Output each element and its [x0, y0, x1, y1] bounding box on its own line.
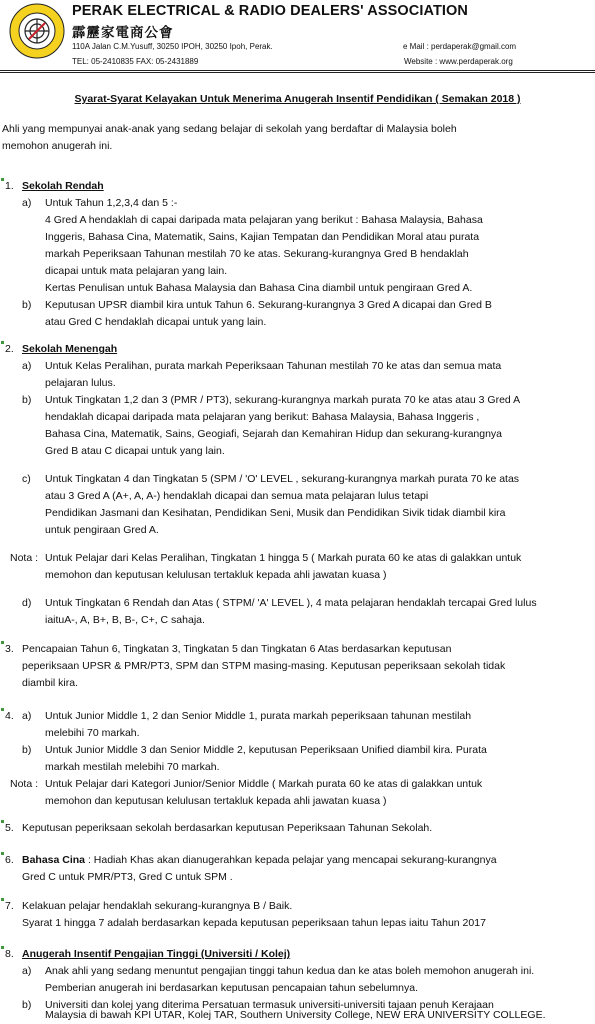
org-name-en: PERAK ELECTRICAL & RADIO DEALERS' ASSOCIATION — [72, 3, 468, 19]
s3-line: Pencapaian Tahun 6, Tingkatan 3, Tingkatan 5 dan Tingkatan 6 Atas berdasarkan keputusan — [22, 643, 452, 655]
s4-b-label: b) — [22, 744, 32, 756]
section-3-number: 3. — [5, 643, 14, 655]
s2-b-line: hendaklah dicapai daripada mata pelajaran yang berikut: Bahasa Malaysia, Bahasa Inggeris , — [45, 411, 480, 423]
s4-b-line: markah mestilah melebihi 70 markah. — [45, 761, 220, 773]
s1-a-line: 4 Gred A hendaklah di capai daripada mata pelajaran yang berikut : Bahasa Malaysia, Bahasa — [45, 214, 483, 226]
s6-line-1 — [22, 852, 497, 869]
s2-d-line: iaituA-, A, B+, B, B-, C+, C sahaja. — [45, 614, 205, 626]
s8-a-line: Pemberian anugerah ini berdasarkan keputusan pencapaian tahun sebelumnya. — [45, 982, 419, 994]
s6-line-2: Gred C untuk PMR/PT3, Gred C untuk SPM . — [22, 871, 233, 883]
s1-b-line: atau Gred C hendaklah dicapai untuk yang lain. — [45, 316, 267, 328]
org-address: 110A Jalan C.M.Yusuff, 30250 IPOH, 30250 Ipoh, Perak. — [72, 42, 273, 51]
section-6-number: 6. — [5, 854, 14, 866]
section-8-number: 8. — [5, 948, 14, 960]
header-divider-bottom — [0, 72, 595, 73]
s2-b-line: Bahasa Cina, Matematik, Sains, Geogiafi, Sejarah dan Kemahiran Hidup dan sekurang-kurangnya — [45, 428, 503, 440]
s2-note-line: Untuk Pelajar dari Kelas Peralihan, Tingkatan 1 hingga 5 ( Markah purata 60 ke atas di galakkan untuk — [45, 552, 522, 564]
org-name-zh: 霹靂家電商公會 — [72, 25, 174, 40]
s8-b-line: Universiti dan kolej yang diterima Persatuan termasuk universiti-universiti tajaan penuh Kerajaan — [45, 999, 494, 1011]
section-marker — [1, 898, 4, 901]
section-2-heading: Sekolah Menengah — [22, 343, 118, 355]
s2-a-line: Untuk Kelas Peralihan, purata markah Peperiksaan Tahunan mestilah 70 ke atas dan semua mata — [45, 360, 502, 372]
intro-line-2: memohon anugerah ini. — [2, 140, 113, 152]
s1-a-label: a) — [22, 197, 32, 209]
s4-note-label: Nota : — [10, 778, 39, 790]
s2-b-line: Gred B atau C dicapai untuk yang lain. — [45, 445, 225, 457]
section-1-heading: Sekolah Rendah — [22, 180, 104, 192]
s6-bold-label: Bahasa Cina — [22, 854, 86, 866]
s1-a-line: markah Peperiksaan Tahunan mestilah 70 ke atas. Sekurang-kurangnya Gred B hendaklah — [45, 248, 469, 260]
s2-c-line: untuk pengiraan Gred A. — [45, 524, 159, 536]
section-marker — [1, 946, 4, 949]
s8-b-label: b) — [22, 999, 32, 1011]
s4-note-line: Untuk Pelajar dari Kategori Junior/Senior Middle ( Markah purata 60 ke atas di galakkan untuk — [45, 778, 483, 790]
s3-line: peperiksaan UPSR & PMR/PT3, SPM dan STPM masing-masing. Keputusan peperiksaan sekolah tidak — [22, 660, 506, 672]
s4-b-line: Untuk Junior Middle 3 dan Senior Middle 2, keputusan Peperiksaan Unified diambil kira. Purata — [45, 744, 487, 756]
section-4-number: 4. — [5, 710, 14, 722]
s8-b-line: Malaysia di bawah KPI UTAR, Kolej TAR, Southern University College, NEW ERA UNIVERSITY COLLEGE. — [45, 1009, 546, 1021]
s1-b-label: b) — [22, 299, 32, 311]
section-marker — [1, 641, 4, 644]
s4-a-label: a) — [22, 710, 32, 722]
s2-c-label: c) — [22, 473, 31, 485]
association-logo — [9, 3, 65, 59]
s1-b-line: Keputusan UPSR diambil kira untuk Tahun 6. Sekurang-kurangnya 3 Gred A dicapai dan Gred B — [45, 299, 492, 311]
s1-a-line: dicapai untuk mata pelajaran yang lain. — [45, 265, 228, 277]
s4-a-line: Untuk Junior Middle 1, 2 dan Senior Middle 1, purata markah peperiksaan tahunan mestilah — [45, 710, 472, 722]
s2-d-line: Untuk Tingkatan 6 Rendah dan Atas ( STPM/ 'A' LEVEL ), 4 mata pelajaran hendaklah tercapai Gred lulus — [45, 597, 537, 609]
s4-a-line: melebihi 70 markah. — [45, 727, 140, 739]
section-1-number: 1. — [5, 180, 14, 192]
s1-a-line: Kertas Penulisan untuk Bahasa Malaysia dan Bahasa Cina diambil untuk pengiraan Gred A. — [45, 282, 473, 294]
s2-note-label: Nota : — [10, 552, 39, 564]
s2-b-label: b) — [22, 394, 32, 406]
section-marker — [1, 178, 4, 181]
s1-a-line: Untuk Tahun 1,2,3,4 dan 5 :- — [45, 197, 178, 209]
s2-a-label: a) — [22, 360, 32, 372]
section-marker — [1, 820, 4, 823]
section-2-number: 2. — [5, 343, 14, 355]
s8-a-line: Anak ahli yang sedang menuntut pengajian tinggi tahun kedua dan ke atas boleh memohon anugerah ini. — [45, 965, 535, 977]
org-email: e Mail : perdaperak@gmail.com — [403, 42, 517, 51]
org-website: Website : www.perdaperak.org — [404, 57, 513, 66]
header-divider-top — [0, 70, 595, 71]
s7-line: Syarat 1 hingga 7 adalah berdasarkan kepada keputusan peperiksaan tahun lepas iaitu Tahun 2017 — [22, 917, 486, 929]
s2-c-line: Pendidikan Jasmani dan Kesihatan, Pendidikan Seni, Musik dan Pendidikan Sivik tidak diambil kira — [45, 507, 506, 519]
section-marker — [1, 708, 4, 711]
s2-c-line: Untuk Tingkatan 4 dan Tingkatan 5 (SPM / 'O' LEVEL , sekurang-kurangnya markah purata 70 ke atas — [45, 473, 520, 485]
s2-b-line: Untuk Tingkatan 1,2 dan 3 (PMR / PT3), sekurang-kurangnya markah purata 70 ke atas atau 3 Gred A — [45, 394, 521, 406]
s2-c-line: atau 3 Gred A (A+, A, A-) hendaklah dicapai dan semua mata pelajaran lulus tetapi — [45, 490, 429, 502]
s8-a-label: a) — [22, 965, 32, 977]
s2-a-line: pelajaran lulus. — [45, 377, 116, 389]
s6-line-1-rest: : Hadiah Khas akan dianugerahkan kepada pelajar yang mencapai sekurang-kurangnya — [85, 854, 497, 866]
section-marker — [1, 852, 4, 855]
s7-line: Kelakuan pelajar hendaklah sekurang-kurangnya B / Baik. — [22, 900, 293, 912]
section-7-number: 7. — [5, 900, 14, 912]
org-tel-fax: TEL: 05-2410835 FAX: 05-2431889 — [72, 57, 199, 66]
document-title: Syarat-Syarat Kelayakan Untuk Menerima Anugerah Insentif Pendidikan ( Semakan 2018 ) — [74, 93, 521, 105]
section-8-heading: Anugerah Insentif Pengajian Tinggi (Universiti / Kolej) — [22, 948, 291, 960]
intro-line-1: Ahli yang mempunyai anak-anak yang sedang belajar di sekolah yang berdaftar di Malaysia boleh — [2, 123, 457, 135]
s2-d-label: d) — [22, 597, 32, 609]
s1-a-line: Inggeris, Bahasa Cina, Matematik, Sains, Kajian Tempatan dan Pendidikan Moral atau purata — [45, 231, 480, 243]
s2-note-line: memohon dan keputusan kelulusan tertakluk kepada ahli jawatan kuasa ) — [45, 569, 387, 581]
s5-line: Keputusan peperiksaan sekolah berdasarkan keputusan Peperiksaan Tahunan Sekolah. — [22, 822, 433, 834]
s3-line: diambil kira. — [22, 677, 79, 689]
section-marker — [1, 341, 4, 344]
section-5-number: 5. — [5, 822, 14, 834]
s4-note-line: memohon dan keputusan kelulusan tertakluk kepada ahli jawatan kuasa ) — [45, 795, 387, 807]
